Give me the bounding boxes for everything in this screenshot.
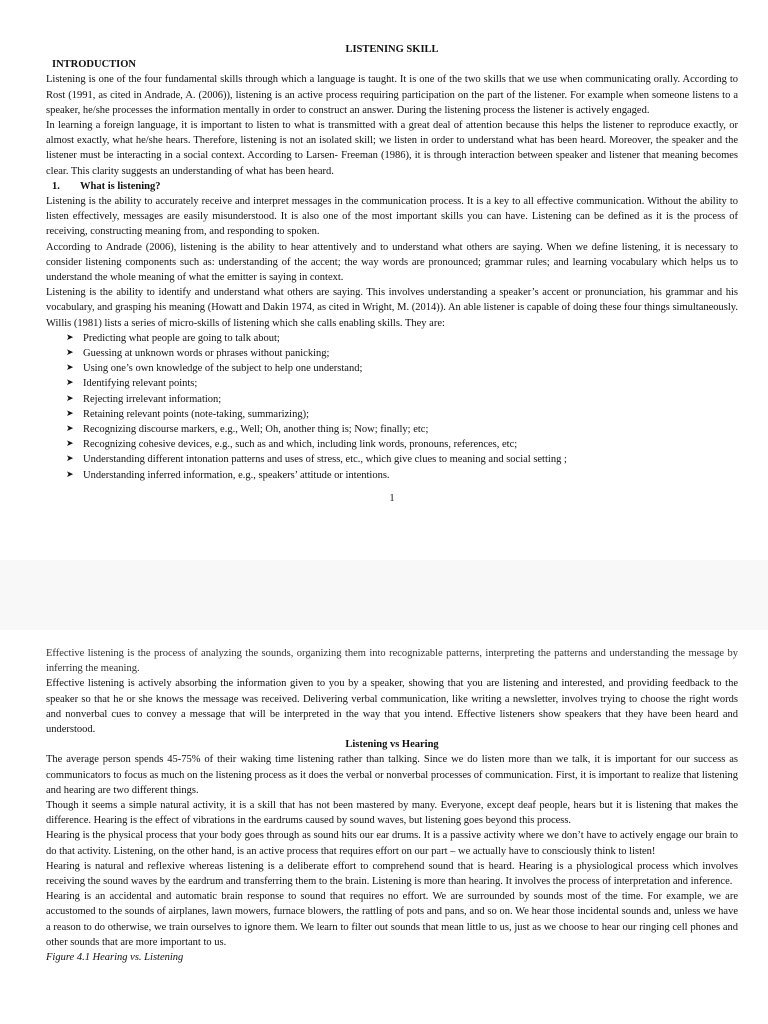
list-item — [66, 422, 738, 437]
list-item-text: Recognizing cohesive devices, e.g., such as and which, including link words, pronouns, references, etc; — [83, 439, 518, 451]
section-paragraph: According to Andrade (2006), listening is the ability to hear attentively and to understand what others are saying. When we define listening, it is necessary to consider listening components such as: understanding of the accent; the way words are pronounced; grammar rules; and learning vocabulary which helps us to understand the whole meaning of what the emitter is saying in context. — [46, 241, 738, 284]
list-item-text: Using one’s own knowledge of the subject to help one understand; — [83, 363, 363, 375]
arrow-bullet-icon: ➤ — [66, 454, 74, 465]
section-paragraph: Listening is the ability to accurately receive and interpret messages in the communication process. It is a key to all effective communication. Without the ability to listen effectively, messages are easily misunderstood. It is also one of the most important skills you can have. Listening can be defined as it is the process of receiving, constructing meaning from, and responding to spoken. — [46, 196, 738, 238]
arrow-bullet-icon: ➤ — [66, 332, 74, 343]
list-item — [66, 346, 738, 361]
intro-paragraph: In learning a foreign language, it is important to listen to what is transmitted with a great deal of attention because this helps the listener to reproduce exactly, or almost exactly, what he/she hears. Therefore, listening is not an isolated skill; we listen in order to understand what has been heard. Moreover, the speaker and the listener must be interacting in a social context. According to Larsen- Freeman (1986), it is through interaction between speaker and listener that meaning becomes clear. This clarity suggests an understanding of what has been heard. — [46, 120, 738, 177]
arrow-bullet-icon: ➤ — [66, 393, 74, 404]
effective-listening-paragraph: Effective listening is actively absorbing the information given to you by a speaker, showing that you are listening and interested, and providing feedback to the speaker so that he or she knows the message was received. Delivering verbal communication, like writing a newsletter, involves trying to choose the right words and nonverbal cues to convey a message that will be interpreted in the way that you intend. Effective listeners show speakers that they have been heard and understood. — [46, 678, 738, 736]
list-item-text: Identifying relevant points; — [83, 378, 198, 390]
figure-caption: Figure 4.1 Hearing vs. Listening — [46, 952, 184, 964]
what-is-listening-heading — [52, 179, 738, 194]
body-paragraph: Hearing is the physical process that your body goes through as sound hits our ear drums. It is a passive activity where we don’t have to actively engage our brain to do that activity. Listening, on the other hand, is an active process that requires effort on our part – we actually have to consciously think to listen! — [46, 830, 738, 857]
page-number: 1 — [389, 492, 395, 504]
list-item-text: Understanding different intonation patterns and uses of stress, etc., which give clues to meaning and social setting ; — [83, 454, 567, 466]
list-item — [66, 331, 738, 346]
list-item-text: Guessing at unknown words or phrases without panicking; — [83, 348, 330, 360]
introduction-heading: INTRODUCTION — [52, 59, 137, 71]
micro-skills-list — [46, 331, 738, 483]
list-item — [66, 452, 738, 467]
page-1-content — [46, 42, 738, 506]
page-gap — [0, 560, 768, 630]
effective-listening-paragraph: Effective listening is the process of analyzing the sounds, organizing them into recognizable patterns, interpreting the patterns and understanding the message by inferring the meaning. — [46, 648, 738, 675]
arrow-bullet-icon: ➤ — [66, 348, 74, 359]
arrow-bullet-icon: ➤ — [66, 363, 74, 374]
list-item-text: Retaining relevant points (note-taking, summarizing); — [83, 408, 309, 420]
body-paragraph: Hearing is an accidental and automatic brain response to sound that requires no effort. We are surrounded by sounds most of the time. For example, we are accustomed to the sounds of airplanes, lawn mowers, furnace blowers, the rattling of pots and pans, and so on. We hear those incidental sounds and, unless we have a reason to do otherwise, we train ourselves to ignore them. We learn to filter out sounds that mean little to us, just as we choose to hear our ringing cell phones and other sounds that are more important to us. — [46, 891, 738, 948]
body-paragraph: The average person spends 45-75% of their waking time listening rather than talking. Since we do listen more than we talk, it is important for our success as communicators to focus as much on the listening process as it does the verbal or nonverbal processes of communication. First, it is important to realize that listening and hearing are two different things. — [46, 754, 738, 796]
list-item-text: Rejecting irrelevant information; — [83, 393, 222, 405]
body-paragraph: Hearing is natural and reflexive whereas listening is a deliberate effort to comprehend sound that is heard. Hearing is a physiological process which involves receiving the sound waves by the eardrum and transferring them to the brain. Listening is more than hearing. It involves the process of interpretation and inference. — [46, 860, 738, 888]
list-item — [66, 392, 738, 407]
list-item-text: Understanding inferred information, e.g., speakers’ attitude or intentions. — [83, 469, 390, 481]
list-item — [66, 376, 738, 391]
page-2 — [0, 630, 768, 1024]
list-item — [66, 361, 738, 376]
arrow-bullet-icon: ➤ — [66, 469, 74, 480]
page-2-content — [46, 646, 738, 965]
arrow-bullet-icon: ➤ — [66, 408, 74, 419]
arrow-bullet-icon: ➤ — [66, 378, 74, 389]
arrow-bullet-icon: ➤ — [66, 439, 74, 450]
section-heading-text: What is listening? — [80, 180, 161, 192]
intro-paragraph: Listening is one of the four fundamental skills through which a language is taught. It is one of the two skills that we use when communicating orally. According to Rost (1991, as cited in Andrade, A. (2006)), listening is an active process requiring participation on the part of the listener. For example when someone listens to a speaker, he/she processes the information mentally in order to construct an answer. During the listening process the listener is actively engaged. — [46, 74, 738, 116]
section-number: 1. — [52, 180, 60, 192]
body-paragraph: Though it seems a simple natural activity, it is a skill that has not been mastered by many. Everyone, except deaf people, hears but it is listening that makes the difference. Hearing is the effect of vibrations in the eardrums caused by sound waves, but listening goes beyond this process. — [46, 800, 738, 827]
listening-vs-hearing-heading: Listening vs Hearing — [345, 739, 439, 751]
list-item-text: Predicting what people are going to talk about; — [83, 332, 280, 344]
list-item — [66, 437, 738, 452]
list-item-text: Recognizing discourse markers, e.g., Well; Oh, another thing is; Now; finally; etc; — [83, 424, 429, 436]
section-paragraph: Listening is the ability to identify and understand what others are saying. This involves understanding a speaker’s accent or pronunciation, his grammar and his vocabulary, and grasping his meaning (Howatt and Dakin 1974, as cited in Wright, M. (2014)). An able listener is capable of doing these four things simultaneously. Willis (1981) lists a series of micro-skills of listening which she calls enabling skills. They are: — [46, 287, 738, 329]
list-item — [66, 407, 738, 422]
list-item — [66, 468, 738, 483]
arrow-bullet-icon: ➤ — [66, 424, 74, 435]
document-title: LISTENING SKILL — [345, 44, 439, 55]
